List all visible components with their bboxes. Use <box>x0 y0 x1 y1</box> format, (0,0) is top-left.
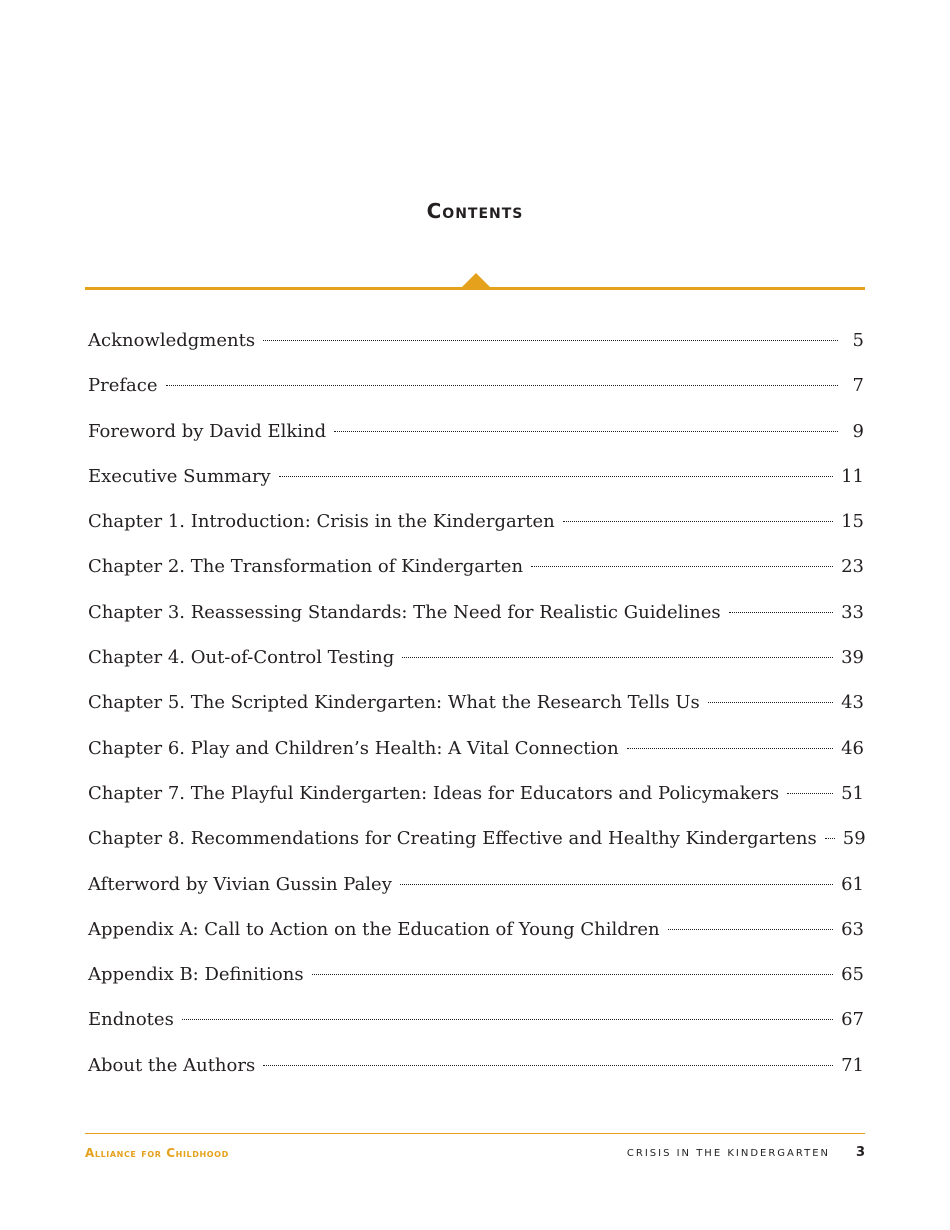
toc-entry-title: Endnotes <box>88 1009 174 1031</box>
dot-leader <box>787 793 833 794</box>
table-of-contents <box>88 330 864 1100</box>
dot-leader <box>729 612 833 613</box>
dot-leader <box>312 974 834 975</box>
toc-entry[interactable] <box>88 828 864 873</box>
toc-entry[interactable] <box>88 1009 864 1054</box>
toc-entry-title: About the Authors <box>88 1054 256 1076</box>
toc-entry-title: Afterword by Vivian Gussin Paley <box>88 873 392 895</box>
toc-entry[interactable] <box>88 466 864 511</box>
toc-entry-title: Chapter 8. Recommendations for Creating Effective and Healthy Kindergartens <box>88 828 817 850</box>
dot-leader <box>400 884 833 885</box>
dot-leader <box>402 657 833 658</box>
dot-leader <box>668 929 833 930</box>
footer-page-number: 3 <box>855 1145 865 1160</box>
toc-entry-title: Chapter 3. Reassessing Standards: The Need for Realistic Guidelines <box>88 601 721 623</box>
toc-entry-page: 5 <box>852 330 864 351</box>
dot-leader <box>708 702 833 703</box>
toc-entry-title: Preface <box>88 375 158 397</box>
toc-entry[interactable] <box>88 919 864 964</box>
toc-entry[interactable] <box>88 738 864 783</box>
toc-entry-page: 7 <box>852 375 864 397</box>
toc-entry-title: Chapter 5. The Scripted Kindergarten: What the Research Tells Us <box>88 692 700 714</box>
toc-entry-page: 59 <box>842 828 866 850</box>
toc-entry-page: 39 <box>841 647 864 669</box>
toc-entry-page: 51 <box>841 782 864 804</box>
toc-entry-page: 46 <box>841 737 864 759</box>
toc-entry[interactable] <box>88 692 864 737</box>
toc-entry-page: 63 <box>841 918 864 940</box>
toc-entry-title: Chapter 7. The Playful Kindergarten: Ideas for Educators and Policymakers <box>88 782 780 804</box>
toc-entry-title: Acknowledgments <box>88 330 256 351</box>
toc-entry-title: Executive Summary <box>88 465 271 487</box>
toc-entry-page: 65 <box>841 964 864 986</box>
toc-entry-page: 23 <box>841 556 864 578</box>
dot-leader <box>825 838 835 839</box>
dot-leader <box>166 385 839 386</box>
toc-entry[interactable] <box>88 647 864 692</box>
toc-entry-page: 11 <box>841 465 864 487</box>
dot-leader <box>279 476 833 477</box>
toc-entry[interactable] <box>88 375 864 420</box>
toc-entry-title: Appendix B: Definitions <box>88 964 304 986</box>
toc-entry-title: Chapter 4. Out-of-Control Testing <box>88 647 395 669</box>
triangle-marker-icon <box>461 273 491 288</box>
toc-entry-page: 71 <box>841 1054 864 1076</box>
dot-leader <box>263 1065 833 1066</box>
dot-leader <box>563 521 833 522</box>
toc-entry-title: Chapter 1. Introduction: Crisis in the Kindergarten <box>88 511 555 533</box>
toc-entry[interactable] <box>88 556 864 601</box>
toc-entry-page: 43 <box>841 692 864 714</box>
footer-publisher: Alliance for Childhood <box>85 1146 229 1160</box>
dot-leader <box>182 1019 833 1020</box>
toc-entry-title: Chapter 2. The Transformation of Kindergarten <box>88 556 524 578</box>
dot-leader <box>334 431 838 432</box>
dot-leader <box>531 566 833 567</box>
footer-divider <box>85 1133 865 1134</box>
toc-entry[interactable] <box>88 874 864 919</box>
toc-entry[interactable] <box>88 964 864 1009</box>
toc-entry-title: Foreword by David Elkind <box>88 420 327 442</box>
footer-document-title: CRISIS IN THE KINDERGARTEN <box>626 1148 830 1159</box>
toc-entry-title: Chapter 6. Play and Children’s Health: A Vital Connection <box>88 737 619 759</box>
toc-entry-page: 33 <box>841 601 864 623</box>
toc-entry-page: 67 <box>841 1009 864 1031</box>
toc-entry-page: 15 <box>841 511 864 533</box>
page-title: Contents <box>426 199 524 224</box>
toc-entry[interactable] <box>88 330 864 375</box>
toc-entry-page: 9 <box>852 420 864 442</box>
toc-entry[interactable] <box>88 602 864 647</box>
dot-leader <box>263 340 838 341</box>
toc-entry-title: Appendix A: Call to Action on the Education of Young Children <box>88 918 660 940</box>
toc-entry-page: 61 <box>841 873 864 895</box>
toc-entry[interactable] <box>88 421 864 466</box>
toc-entry[interactable] <box>88 511 864 556</box>
toc-entry[interactable] <box>88 1055 864 1100</box>
dot-leader <box>627 748 833 749</box>
toc-entry[interactable] <box>88 783 864 828</box>
